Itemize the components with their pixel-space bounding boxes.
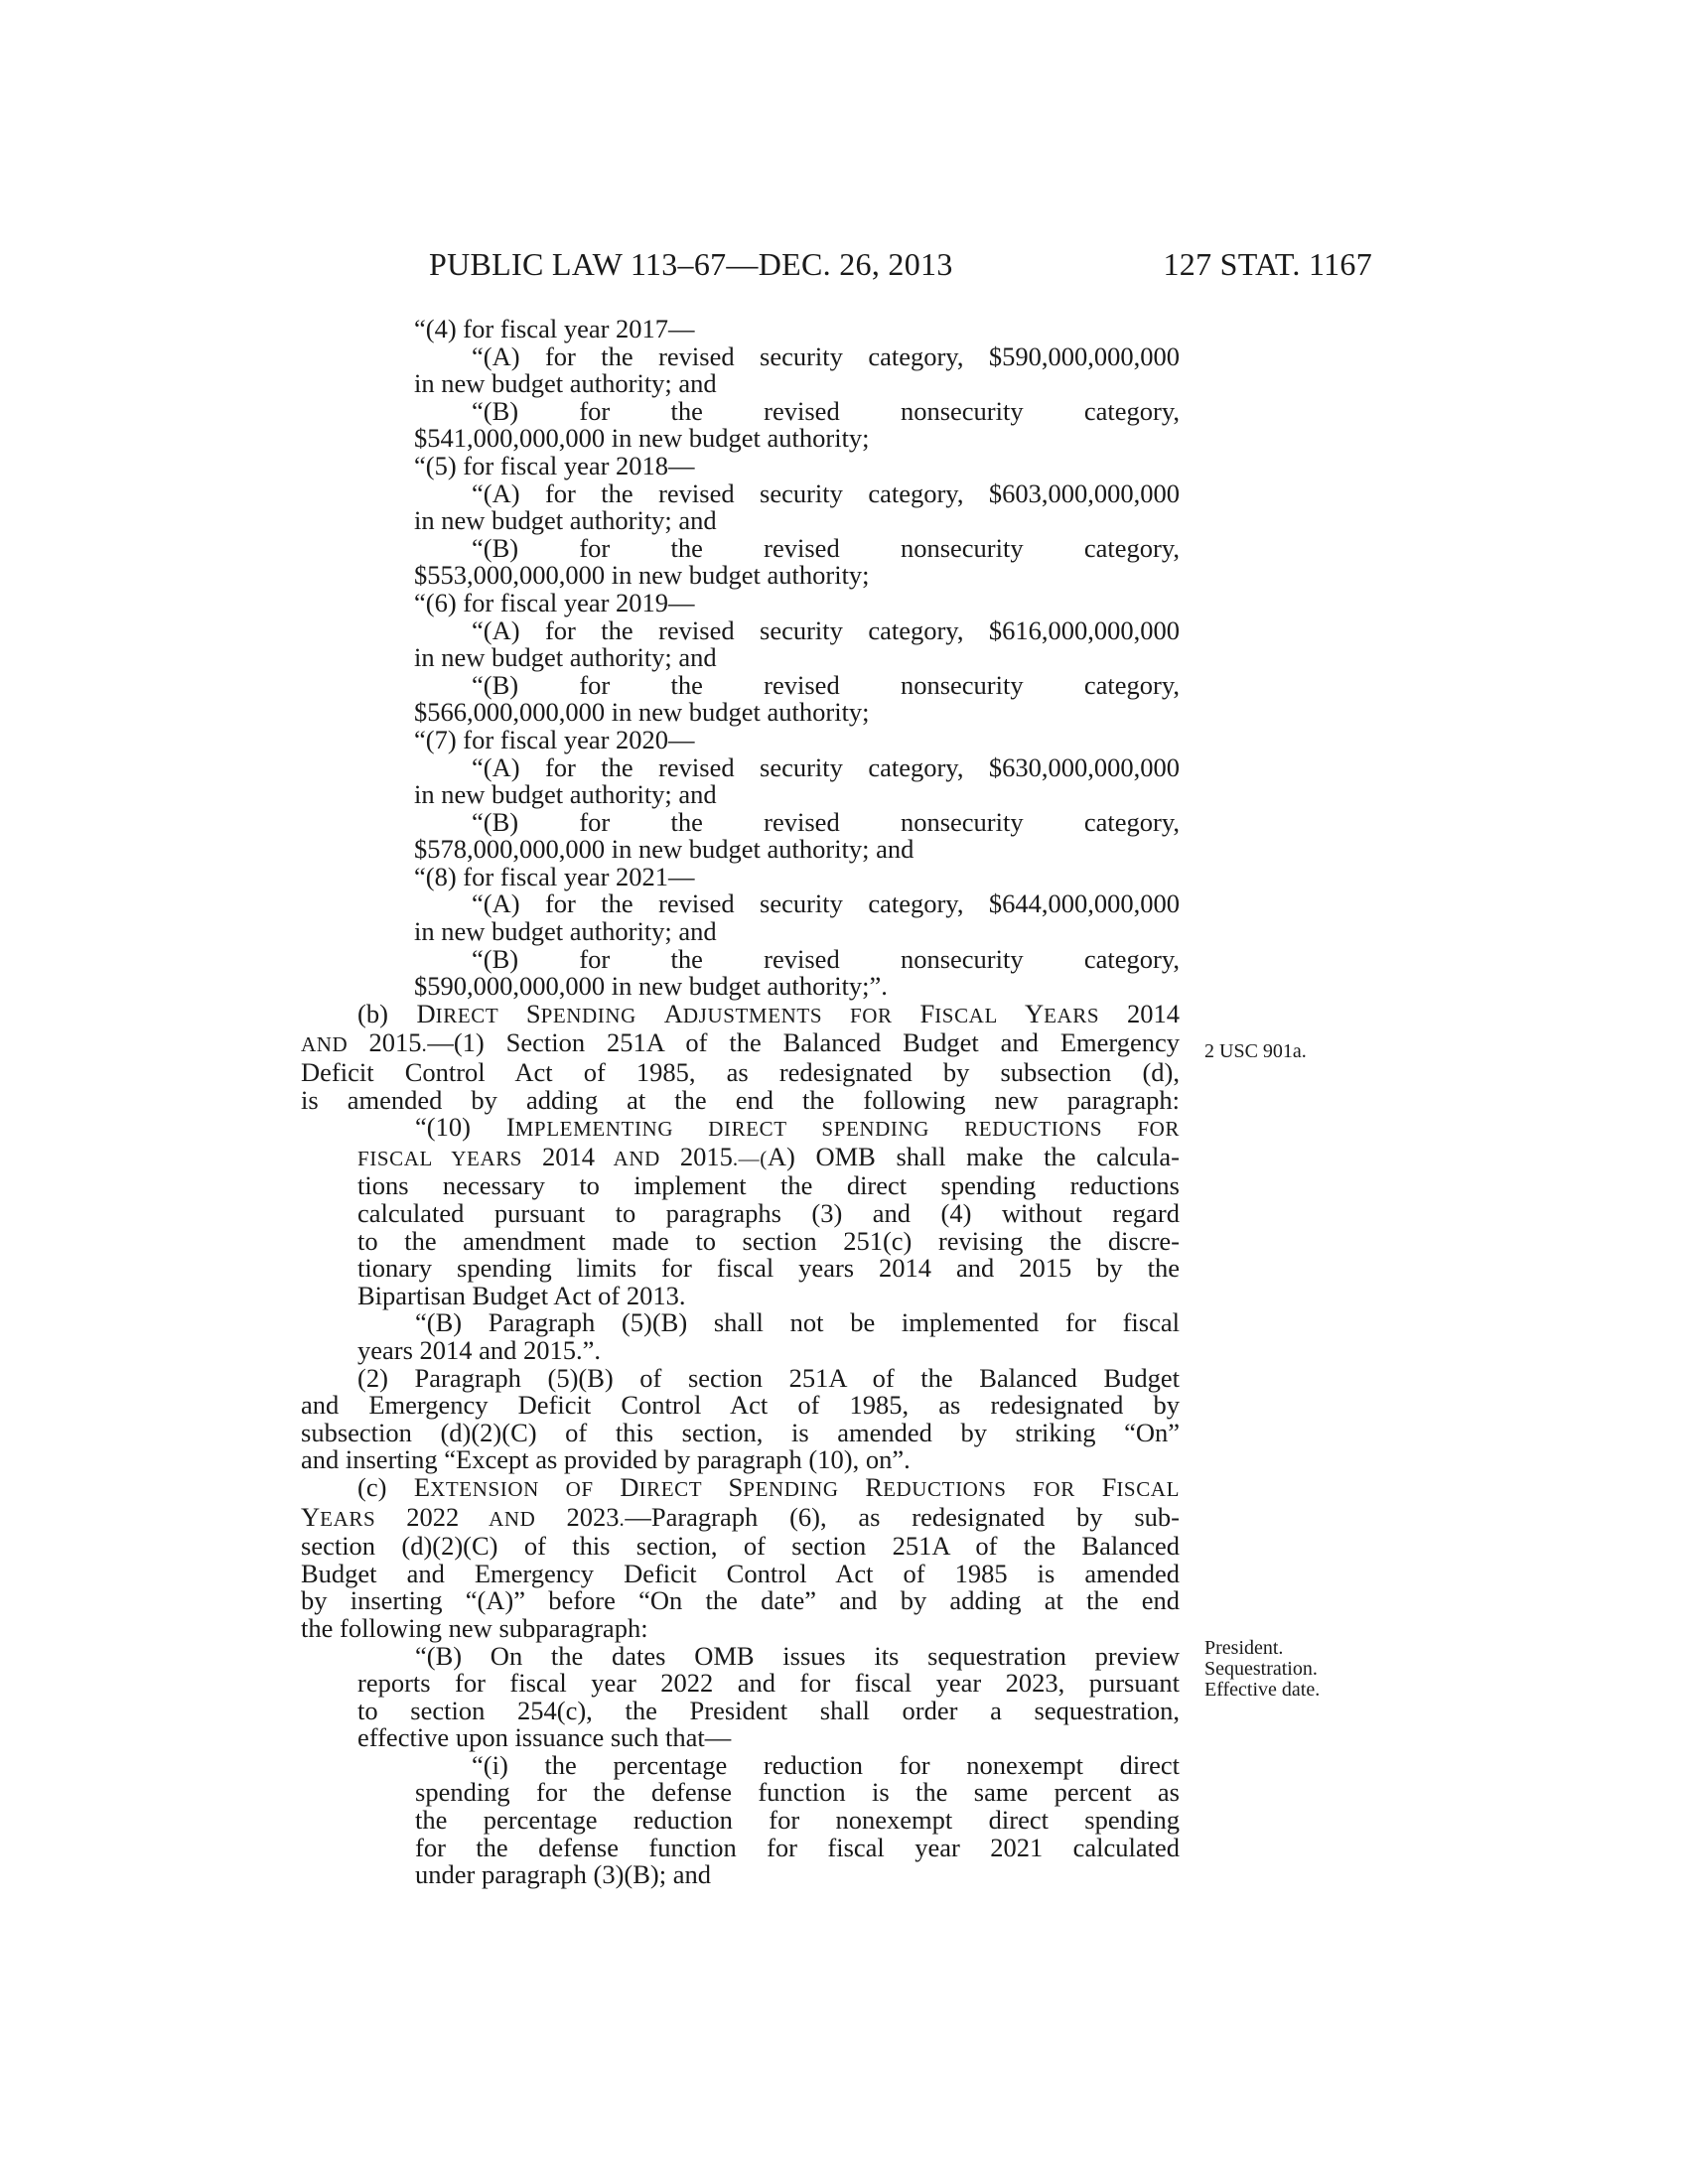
margin-note-usc-citation: 2 USC 901a. [1204, 1040, 1307, 1062]
text-line: AND 2015.—(1) Section 251A of the Balanced Budget and Emergency [301, 1027, 1180, 1058]
text-line: tionary spending limits for fiscal years 2014 and 2015 by the [357, 1253, 1180, 1284]
text-line: “(B) Paragraph (5)(B) shall not be implemented for fiscal [415, 1307, 1180, 1338]
text-line: “(7) for fiscal year 2020— [414, 724, 695, 754]
text-line: years 2014 and 2015.”. [357, 1334, 602, 1365]
text-line: “(8) for fiscal year 2021— [414, 861, 695, 891]
text-line: to the amendment made to section 251(c) revising the discre- [357, 1225, 1180, 1256]
text-line: “(4) for fiscal year 2017— [414, 314, 695, 343]
text-line: “(B) for the revised nonsecurity category, [472, 532, 1180, 563]
text-line: Budget and Emergency Deficit Control Act of 1985 is amended [301, 1558, 1180, 1588]
text-line: “(5) for fiscal year 2018— [414, 450, 695, 480]
text-line: spending for the defense function is the same percent as [415, 1777, 1180, 1808]
text-line: FISCAL YEARS 2014 AND 2015.—(A) OMB shall make the calcula- [357, 1141, 1181, 1171]
text-line: $553,000,000,000 in new budget authority; [414, 560, 870, 591]
margin-note-line: President. [1204, 1637, 1284, 1659]
text-line: Bipartisan Budget Act of 2013. [357, 1280, 686, 1310]
text-line: “(B) for the revised nonsecurity category, [472, 806, 1180, 837]
text-line: (2) Paragraph (5)(B) of section 251A of the Balanced Budget [357, 1362, 1180, 1393]
text-line: “(B) On the dates OMB issues its sequestration preview [415, 1640, 1180, 1671]
text-line: “(A) for the revised security category, $630,000,000,000 [472, 751, 1180, 782]
text-line: in new budget authority; and [414, 368, 717, 399]
text-line: (c) EXTENSION OF DIRECT SPENDING REDUCTIONS FOR FISCAL [357, 1471, 1181, 1502]
text-line: Deficit Control Act of 1985, as redesignated by subsection (d), [301, 1057, 1180, 1088]
text-line: “(10) IMPLEMENTING DIRECT SPENDING REDUCTIONS FOR [415, 1112, 1180, 1143]
text-line: “(A) for the revised security category, $644,000,000,000 [472, 888, 1180, 919]
margin-note-line: Sequestration. [1204, 1658, 1318, 1680]
text-line: the percentage reduction for nonexempt direct spending [415, 1805, 1180, 1836]
text-line: subsection (d)(2)(C) of this section, is amended by striking “On” [301, 1417, 1180, 1447]
text-line: (b) DIRECT SPENDING ADJUSTMENTS FOR FISCAL YEARS 2014 [357, 998, 1181, 1028]
text-line: for the defense function for fiscal year 2021 calculated [415, 1832, 1180, 1862]
text-line: $578,000,000,000 in new budget authority; and [414, 834, 914, 865]
text-line: “(B) for the revised nonsecurity category, [472, 669, 1180, 700]
text-line: $590,000,000,000 in new budget authority;”. [414, 971, 888, 1002]
text-line: “(B) for the revised nonsecurity category, [472, 943, 1180, 974]
text-line: to section 254(c), the President shall order a sequestration, [357, 1695, 1180, 1725]
text-line: $566,000,000,000 in new budget authority; [414, 697, 870, 728]
text-line: “(A) for the revised security category, $603,000,000,000 [472, 478, 1180, 508]
text-line: calculated pursuant to paragraphs (3) and (4) without regard [357, 1198, 1180, 1228]
text-line: and Emergency Deficit Control Act of 1985, as redesignated by [301, 1390, 1180, 1421]
text-line: the following new subparagraph: [301, 1612, 648, 1643]
text-line: “(B) for the revised nonsecurity category, [472, 395, 1180, 426]
statute-text-body [301, 316, 1180, 1889]
text-line: “(i) the percentage reduction for nonexempt direct [472, 1749, 1180, 1780]
text-line: “(A) for the revised security category, $616,000,000,000 [472, 614, 1180, 645]
text-line: $541,000,000,000 in new budget authority; [414, 423, 870, 454]
text-line: by inserting “(A)” before “On the date” and by adding at the end [301, 1585, 1180, 1616]
text-line: in new budget authority; and [414, 916, 717, 947]
running-header-title: PUBLIC LAW 113–67—DEC. 26, 2013 [429, 246, 953, 282]
text-line: tions necessary to implement the direct spending reductions [357, 1170, 1180, 1201]
text-line: in new budget authority; and [414, 642, 717, 673]
text-line: in new budget authority; and [414, 505, 717, 536]
text-line: reports for fiscal year 2022 and for fiscal year 2023, pursuant [357, 1668, 1180, 1699]
text-line: effective upon issuance such that— [357, 1722, 732, 1753]
text-line: “(6) for fiscal year 2019— [414, 587, 695, 617]
text-line: section (d)(2)(C) of this section, of section 251A of the Balanced [301, 1531, 1180, 1562]
text-line: YEARS 2022 AND 2023.—Paragraph (6), as redesignated by sub- [301, 1501, 1180, 1532]
margin-note-line: Effective date. [1204, 1679, 1321, 1701]
text-line: is amended by adding at the end the following new paragraph: [301, 1084, 1180, 1115]
statute-page-number: 127 STAT. 1167 [1163, 246, 1372, 282]
text-line: “(A) for the revised security category, $590,000,000,000 [472, 341, 1180, 371]
text-line: under paragraph (3)(B); and [415, 1859, 711, 1890]
text-line: and inserting “Except as provided by paragraph (10), on”. [301, 1444, 911, 1475]
text-line: in new budget authority; and [414, 779, 717, 810]
margin-note-president [1204, 1638, 1320, 1701]
